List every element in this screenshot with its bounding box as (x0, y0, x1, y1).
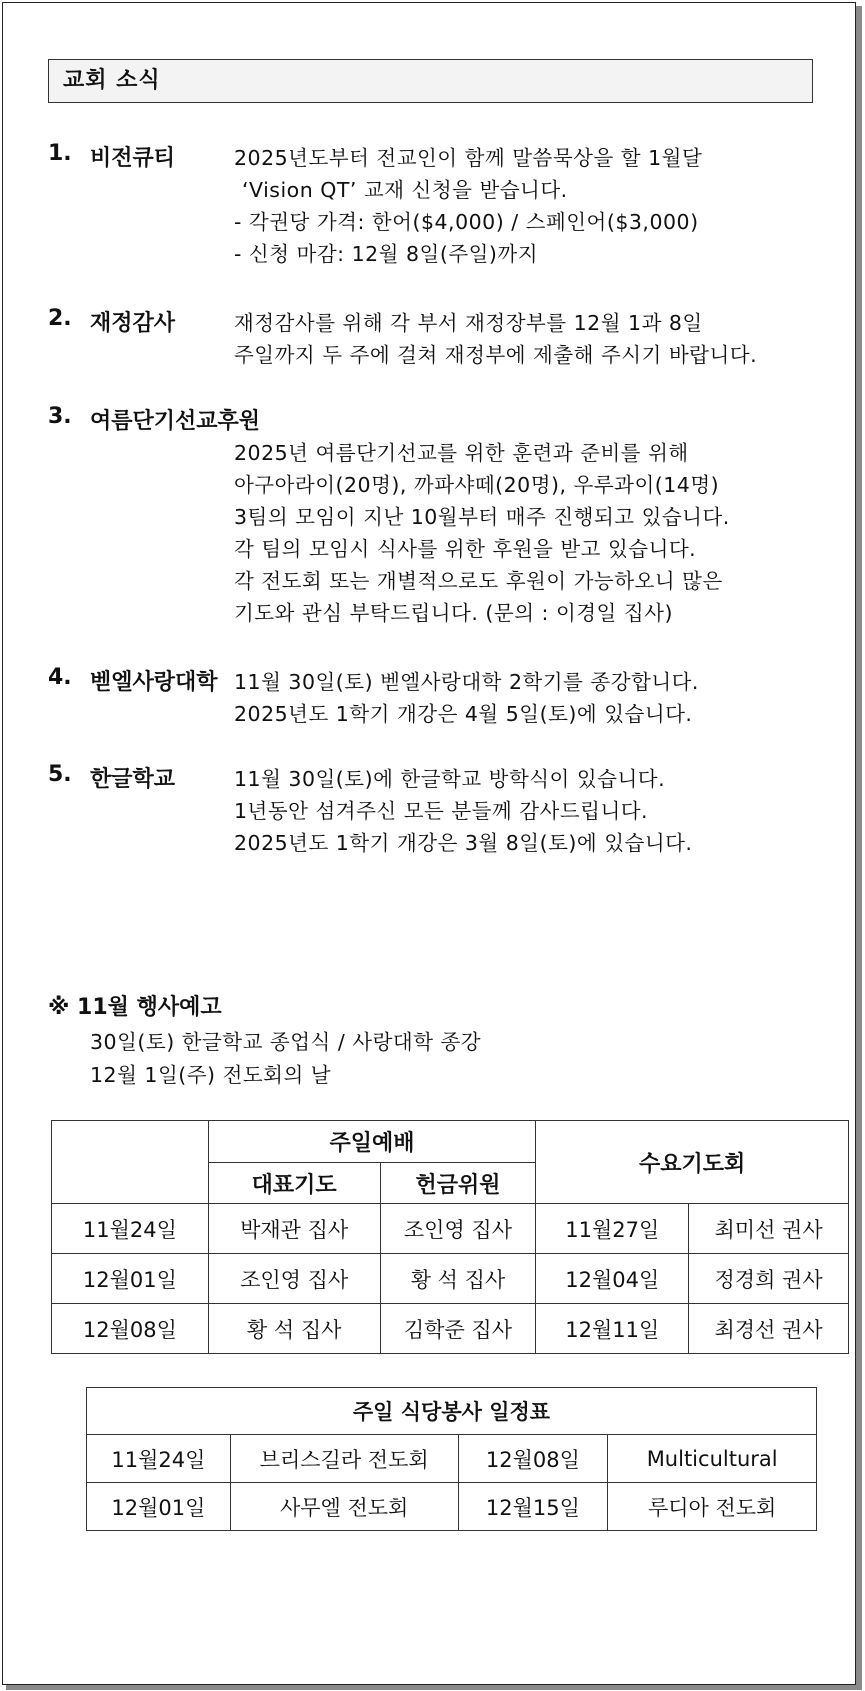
dining-group: 루디아 전도회 (608, 1483, 817, 1531)
events-line: 30일(토) 한글학교 종업식 / 사랑대학 종강 (90, 1030, 482, 1054)
wednesday-prayer-header: 수요기도회 (536, 1121, 849, 1204)
table-row (87, 1483, 817, 1531)
wednesday-date: 11월27일 (536, 1204, 689, 1254)
item-4-number: 4. (48, 665, 72, 690)
item-2-number: 2. (48, 306, 72, 331)
sunday-service-header: 주일예배 (208, 1121, 536, 1163)
dining-group: 사무엘 전도회 (230, 1483, 458, 1531)
offering-committee-header: 헌금위원 (380, 1163, 536, 1204)
table-row (52, 1254, 849, 1304)
wednesday-leader: 정경희 권사 (689, 1254, 849, 1304)
events-line: 12월 1일(주) 전도회의 날 (90, 1063, 332, 1087)
dining-date: 12월15일 (458, 1483, 608, 1531)
item-4-line: 11월 30일(토) 벧엘사랑대학 2학기를 종강합니다. (234, 670, 699, 694)
sunday-date: 11월24일 (52, 1204, 209, 1254)
events-title: ※ 11월 행사예고 (48, 995, 222, 1020)
item-1-line: - 신청 마감: 12월 8일(주일)까지 (234, 242, 539, 266)
item-1-line: ‘Vision QT’ 교재 신청을 받습니다. (242, 178, 568, 202)
prayer-leader: 조인영 집사 (208, 1254, 380, 1304)
sunday-date: 12월08일 (52, 1304, 209, 1354)
dining-date: 12월01일 (87, 1483, 231, 1531)
dining-group: Multicultural (608, 1435, 817, 1483)
item-5-line: 11월 30일(토)에 한글학교 방학식이 있습니다. (234, 767, 666, 791)
representative-prayer-header: 대표기도 (208, 1163, 380, 1204)
item-3-number: 3. (48, 404, 72, 429)
item-1-line: 2025년도부터 전교인이 함께 말씀묵상을 할 1월달 (234, 146, 703, 170)
item-5-number: 5. (48, 762, 72, 787)
item-3-line: 각 전도회 또는 개별적으로도 후원이 가능하오니 많은 (234, 569, 723, 593)
table-row (52, 1304, 849, 1354)
item-1-number: 1. (48, 141, 72, 166)
item-5-line: 2025년도 1학기 개강은 3월 8일(토)에 있습니다. (234, 831, 693, 855)
item-3-line: 아구아라이(20명), 까파샤떼(20명), 우루과이(14명) (234, 473, 720, 497)
item-1-line: - 각권당 가격: 한어($4,000) / 스페인어($3,000) (234, 210, 699, 234)
item-3-title: 여름단기선교후원 (90, 409, 261, 434)
section-heading: 교회 소식 (48, 59, 813, 103)
sunday-date: 12월01일 (52, 1254, 209, 1304)
dining-service-table (86, 1387, 817, 1531)
dining-date: 12월08일 (458, 1435, 608, 1483)
dining-table-title: 주일 식당봉사 일정표 (87, 1388, 817, 1435)
dining-date: 11월24일 (87, 1435, 231, 1483)
page-shadow-bottom (6, 1685, 862, 1690)
table-corner-cell (52, 1121, 209, 1204)
item-3-line: 기도와 관심 부탁드립니다. (문의 : 이경일 집사) (234, 601, 673, 625)
dining-group: 브리스길라 전도회 (230, 1435, 458, 1483)
item-5-title: 한글학교 (90, 767, 176, 792)
item-2-line: 재정감사를 위해 각 부서 재정장부를 12월 1과 8일 (234, 311, 703, 335)
item-1-title: 비전큐티 (90, 146, 176, 171)
wednesday-leader: 최미선 권사 (689, 1204, 849, 1254)
page-shadow-right (856, 6, 862, 1689)
offering-member: 조인영 집사 (380, 1204, 536, 1254)
offering-member: 김학준 집사 (380, 1304, 536, 1354)
item-5-line: 1년동안 섬겨주신 모든 분들께 감사드립니다. (234, 799, 649, 823)
table-row (52, 1204, 849, 1254)
item-2-title: 재정감사 (90, 311, 176, 336)
item-3-line: 2025년 여름단기선교를 위한 훈련과 준비를 위해 (234, 441, 689, 465)
item-2-line: 주일까지 두 주에 걸쳐 재정부에 제출해 주시기 바랍니다. (234, 343, 758, 367)
item-4-title: 벧엘사랑대학 (90, 670, 218, 695)
item-3-line: 3팀의 모임이 지난 10월부터 매주 진행되고 있습니다. (234, 505, 730, 529)
wednesday-date: 12월11일 (536, 1304, 689, 1354)
item-4-line: 2025년도 1학기 개강은 4월 5일(토)에 있습니다. (234, 702, 693, 726)
worship-schedule-table (51, 1120, 849, 1354)
table-row (87, 1435, 817, 1483)
wednesday-leader: 최경선 권사 (689, 1304, 849, 1354)
wednesday-date: 12월04일 (536, 1254, 689, 1304)
item-3-line: 각 팀의 모임시 식사를 위한 후원을 받고 있습니다. (234, 537, 697, 561)
prayer-leader: 황 석 집사 (208, 1304, 380, 1354)
prayer-leader: 박재관 집사 (208, 1204, 380, 1254)
offering-member: 황 석 집사 (380, 1254, 536, 1304)
